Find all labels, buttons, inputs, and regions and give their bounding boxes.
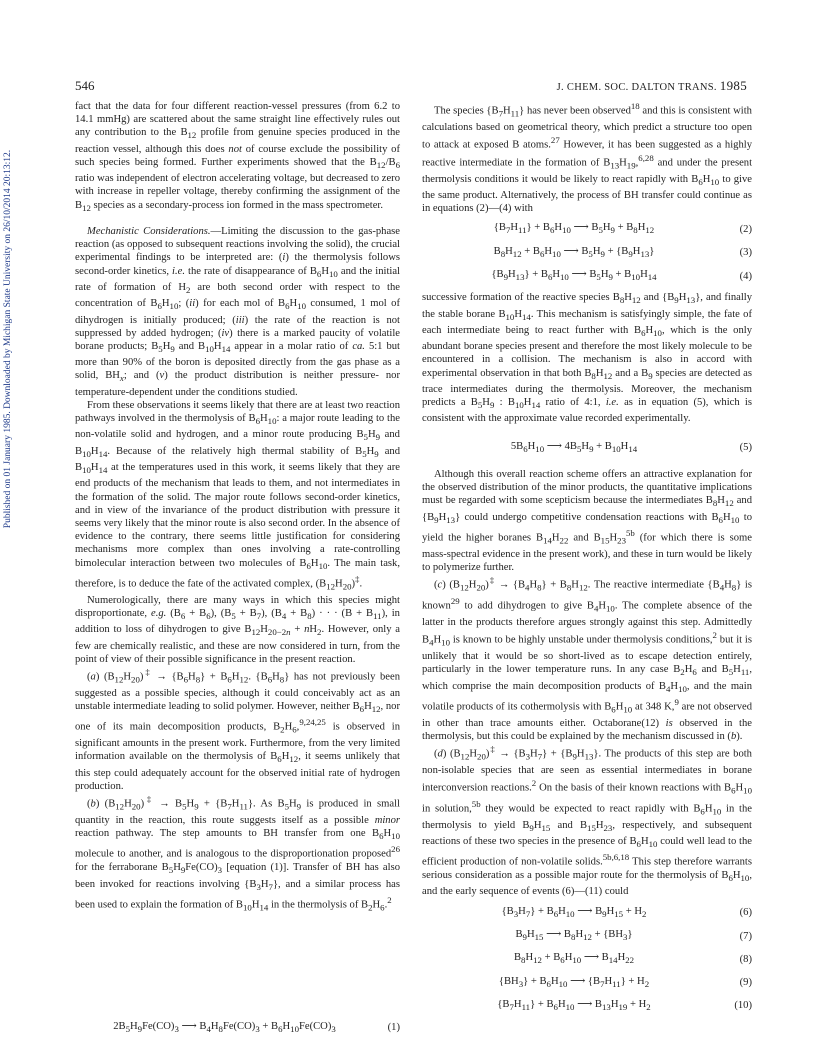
equation-number: (2) [739,223,752,235]
paragraph: Numerologically, there are many ways in which this species might disproportionate, e.g. $(B_6 + B_6)$, $(B_5 + B_7)$, $(B_4 + B_8)$ · · · $(B + B_{11})$, in addition to loss of dihydrogen to give $B_{12}H_{20-2n} + nH_2$. However, only a few are chemically realistic, and these are now considered in turn, from the point of view of their possible significance in the present reaction. [75,594,401,665]
equation-number: (8) [739,953,752,965]
equation [422,975,752,991]
equation-formula: $B_8H_{12} + B_6H_{10}$ ⟶ $B_{14}H_{22}$ [513,952,635,966]
paragraph: (d) $(B_{12}H_{20})^\ddagger \to \{B_3H_7\} + \{B_9H_{13}\}$. The products of this step are both non-isolable species that are seen as essential intermediates in borane interconversion reactions.$^2$ On the basis of their known reactions with $B_6H_{10}$ in solution,$^{5b}$ they would be expected to react rapidly with $B_6H_{10}$ in the thermolysis to yield $B_9H_{15}$ and $B_{15}H_{23}$, respectively, and subsequent reactions of these two species in the presence of $B_6H_{10}$ could well lead to the efficient production of non-volatile solids.$^{5b,6,18}$ This step therefore warrants serious consideration as a possible major route for the thermolysis of $B_6H_{10}$, and the early sequence of events (6)—(11) could [422,744,752,898]
right-column [422,100,752,1021]
equation-formula: $\{B_3H_7\} + B_6H_{10}$ ⟶ $B_9H_{15} + H_2$ [501,905,647,919]
paragraph: From these observations it seems likely that there are at least two reaction pathways involved in the thermolysis of $B_6H_{10}$: a major route leading to the non-volatile solid and hydrogen, and a minor route producing $B_5H_9$ and $B_{10}H_{14}$. Because of the relatively high thermal stability of $B_5H_9$ and $B_{10}H_{14}$ at the temperatures used in this work, it seems likely that they are end products of the mechanism that leads to them, and not intermediates in the formation of the solid. The major route follows second-order kinetics, and in view of the invariance of the product distribution with pressure it seems very likely that the minor route is also second order. In the absence of evidence to the contrary, there seems little justification for considering mechanisms more complex than ones involving a rate-controlling bimolecular interaction between two molecules of $B_6H_{10}$. The main task, therefore, is to deduce the fate of the activated complex, $(B_{12}H_{20})^\ddagger$. [75,399,401,592]
equation [422,905,752,921]
page-number: 546 [75,78,95,93]
equation-number: (5) [739,442,752,454]
equation [422,221,752,237]
equation-formula: $B_9H_{15}$ ⟶ $B_8H_{12} + \{BH_3\}$ [515,928,633,943]
equation-number: (10) [734,1000,752,1012]
paragraph: (b) $(B_{12}H_{20})^\ddagger \to B_5H_9 + \{B_7H_{11}\}$. As $B_5H_9$ is produced in small quantity in the reaction, this route suggests itself as a possible minor reaction pathway. The step amounts to BH transfer from one $B_6H_{10}$ molecule to another, and is analogous to the disproportionation proposed$^{26}$ for the ferraborane $B_5H_9Fe(CO)_3$ [equation (1)]. Transfer of BH has also been invoked for reactions involving $\{B_3H_7\}$, and a similar process has been used to explain the formation of $B_{10}H_{14}$ in the thermolysis of $B_2H_6.^2$ [75,794,400,913]
paragraph: successive formation of the reactive species $B_8H_{12}$ and $\{B_9H_{13}\}$, and finally the stable borane $B_{10}H_{14}$. This mechanism is satisfyingly simple, the fate of each intermediate being to react further with $B_6H_{10}$, which is the only abundant borane species present and therefore the most likely molecule to be encountered in a collision. The mechanism is also in accord with experimental observation in that both $B_8H_{12}$ and a $B_9$ species are detected as trace intermediates during the thermolysis. Moreover, the mechanism predicts a $B_5H_9$ : $B_{10}H_{14}$ ratio of 4:1, i.e. as in equation (5), which is consistent with the approximate value recorded experimentally. [422,292,753,425]
paragraph: The species $\{B_7H_{11}\}$ has never been observed$^{18}$ and this is consistent with calculations based on geometrical theory, which predict a structure too open to attack at exposed B atoms.$^{27}$ However, it has been suggested as a highly reactive intermediate in the formation of $B_{13}H_{19},^{6,28}$ and under the present thermolysis conditions it would be likely to react rapidly with $B_6H_{10}$ to give the same product. Alternatively, the process of BH transfer could continue as in equations (2)—(4) with [422,101,753,215]
equation-number: (6) [739,907,752,919]
paragraph: Mechanistic Considerations.—Limiting the discussion to the gas-phase reaction (as opposed to subsequent reactions involving the solid), the crucial experimental findings to be interpreted are: (i) the thermolysis follows second-order kinetics, i.e. the rate of disappearance of $B_6H_{10}$ and the initial rate of formation of $H_2$ are both second order with respect to the concentration of $B_6H_{10}$; (ii) for each mol of $B_6H_{10}$ consumed, 1 mol of dihydrogen is initially produced; (iii) the rate of the reaction is not suppressed by added hydrogen; (iv) there is a marked paucity of volatile borane products; $B_5H_9$ and $B_{10}H_{14}$ appear in a molar ratio of ca. 5:1 but more than 90% of the boron is deposited directly from the gas phase as a solid, $BH_x$; and (v) the product distribution is neither pressure- nor temperature-dependent under the conditions studied. [75,225,400,398]
equation [422,245,752,261]
equation-formula: $5B_6H_{10}$ ⟶ $4B_5H_9 + B_{10}H_{14}$ [510,440,638,454]
paragraph: (a) $(B_{12}H_{20})^\ddagger \to \{B_6H_8\} + B_6H_{12}$. $\{B_6H_8\}$ has not previously been suggested as a possible species, although it could conceivably act as an unstable intermediate leading to solid polymer. However, neither $B_6H_{12}$, nor one of its main decomposition products, $B_2H_6,^{9,24,25}$ is observed in significant amounts in the present work. Furthermore, from the very limited information available on the thermolysis of $B_6H_{12}$, it seems unlikely that this step could adequately account for the observed initial rate of hydrogen production. [75,667,401,792]
provenance-text: Published on 01 January 1985. Downloaded by Michigan State University on 26/10/2014 20:13:12. [3,149,13,529]
equation-number: (7) [739,930,752,942]
equation-number: (3) [739,247,752,259]
journal-name: J. CHEM. SOC. DALTON TRANS. [556,82,717,93]
paragraph: fact that the data for four different reaction-vessel pressures (from 6.2 to 14.1 mmHg) are scattered about the same straight line effectively rules out any contribution to the $B_{12}$ profile from genuine species produced in the reaction vessel, although this does not of course exclude the possibility of such species being formed. Further experiments showed that the $B_{12}/B_6$ ratio was independent of electron accelerating voltage, but decreased to zero with increase in repeller voltage, thereby confirming the assignment of the $B_{12}$ species as a secondary-process ion formed in the mass spectrometer. [75,101,400,213]
equation-number: (4) [739,270,752,282]
equation-formula: $\{B_7H_{11}\} + B_6H_{10}$ ⟶ $B_5H_9 + B_8H_{12}$ [493,222,655,236]
left-column [75,100,400,915]
journal-year: 1985 [719,78,747,93]
equation-number: (1) [387,1021,400,1033]
equation [422,951,752,967]
equation-formula: $\{B_9H_{13}\} + B_6H_{10}$ ⟶ $B_5H_9 + B_{10}H_{14}$ [491,268,657,283]
paragraph: Although this overall reaction scheme offers an attractive explanation for the observed distribution of the minor products, the quantitative implications must be regarded with some scepticism because the intermediates $B_8H_{12}$ and $\{B_9H_{13}\}$ could undergo competitive condensation reactions with $B_6H_{10}$ to yield the higher boranes $B_{14}H_{22}$ and $B_{15}H_{23}^{5b}$ (for which there is some mass-spectral evidence in the present work), and these in turn would be likely to polymerize further. [422,468,753,574]
equation-formula: $B_8H_{12} + B_6H_{10}$ ⟶ $B_5H_9 + \{B_9H_{13}\}$ [493,245,655,259]
equation-formula: $\{B_7H_{11}\} + B_6H_{10}$ ⟶ $B_{13}H_{19} + H_2$ [497,998,651,1013]
equation-formula: $2B_5H_9Fe(CO)_3$ ⟶ $B_4H_8Fe(CO)_3 + B_6H_{10}Fe(CO)_3$ [113,1021,336,1035]
equation-formula: $\{BH_3\} + B_6H_{10}$ ⟶ $\{B_7H_{11}\} + H_2$ [498,975,650,989]
paragraph: (c) $(B_{12}H_{20})^\ddagger \to \{B_4H_8\} + B_8H_{12}$. The reactive intermediate $\{B_4H_8\}$ is known$^{29}$ to add dihydrogen to give $B_4H_{10}$. The complete absence of the latter in the products therefore argues strongly against this step. Admittedly $B_4H_{10}$ is known to be highly unstable under thermolysis conditions,$^2$ but it is unlikely that it would be so short-lived as to escape detection entirely, particularly in the lower temperature runs. In any case $B_2H_6$ and $B_5H_{11}$, which comprise the main decomposition products of $B_4H_{10}$, and the main volatile products of its cothermolysis with $B_6H_{10}$ at 348 K,$^9$ are not observed in other than trace amounts either. Octaborane(12) is observed in the thermolysis, but this could be explained by the mechanism discussed in (b). [422,575,753,742]
provenance-sidebar [2,60,14,620]
running-header [557,78,747,94]
equation-number: (9) [739,977,752,989]
equation-1 [75,1020,400,1034]
equation [422,268,752,284]
equation [422,998,752,1014]
equation [422,440,752,456]
equation [422,928,752,944]
